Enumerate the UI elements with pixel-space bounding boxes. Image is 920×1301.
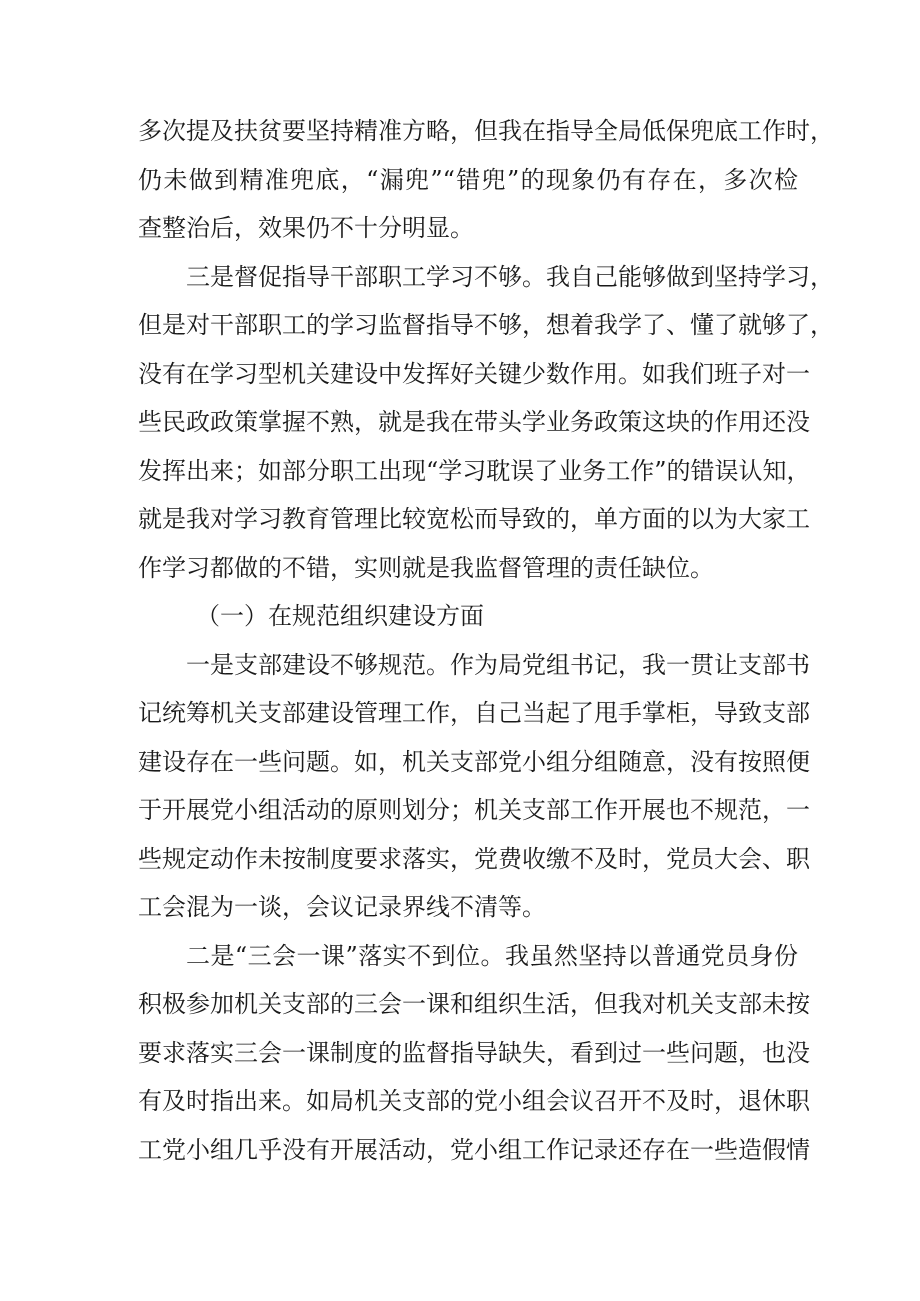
paragraph-1-line-1: 多次提及扶贫要坚持精准方略，但我在指导全局低保兜底工作时， xyxy=(138,117,834,145)
paragraph-3-line-5: 些规定动作未按制度要求落实，党费收缴不及时，党员大会、职 xyxy=(138,845,810,873)
paragraph-2-line-7: 作学习都做的不错，实则就是我监督管理的责任缺位。 xyxy=(138,554,714,582)
paragraph-4-line-3: 要求落实三会一课制度的监督指导缺失，看到过一些问题，也没 xyxy=(138,1039,810,1067)
paragraph-4-line-4: 有及时指出来。如局机关支部的党小组会议召开不及时，退休职 xyxy=(138,1087,810,1115)
paragraph-4-line-5: 工党小组几乎没有开展活动，党小组工作记录还存在一些造假情 xyxy=(138,1136,810,1164)
paragraph-4-line-2: 积极参加机关支部的三会一课和组织生活，但我对机关支部未按 xyxy=(138,990,810,1018)
section-heading: （一）在规范组织建设方面 xyxy=(196,602,484,630)
paragraph-3-line-3: 建设存在一些问题。如，机关支部党小组分组随意，没有按照便 xyxy=(138,748,810,776)
paragraph-4-line-1: 二是“三会一课”落实不到位。我虽然坚持以普通党员身份 xyxy=(186,942,798,970)
paragraph-3-line-4: 于开展党小组活动的原则划分；机关支部工作开展也不规范，一 xyxy=(138,796,810,824)
paragraph-2-line-4: 些民政政策掌握不熟，就是我在带头学业务政策这块的作用还没 xyxy=(138,408,810,436)
paragraph-2-line-5: 发挥出来；如部分职工出现“学习耽误了业务工作”的错误认知， xyxy=(138,457,811,485)
paragraph-1-line-2: 仍未做到精准兜底，“漏兜”“错兜”的现象仍有存在，多次检 xyxy=(138,166,798,194)
paragraph-3-line-6: 工会混为一谈，会议记录界线不清等。 xyxy=(138,893,546,921)
paragraph-2-line-2: 但是对干部职工的学习监督指导不够，想着我学了、懂了就够了， xyxy=(138,311,834,339)
paragraph-3-line-2: 记统筹机关支部建设管理工作，自己当起了甩手掌柜，导致支部 xyxy=(138,699,810,727)
paragraph-2-line-1: 三是督促指导干部职工学习不够。我自己能够做到坚持学习， xyxy=(186,263,834,291)
paragraph-2-line-3: 没有在学习型机关建设中发挥好关键少数作用。如我们班子对一 xyxy=(138,360,810,388)
paragraph-1-line-3: 查整治后，效果仍不十分明显。 xyxy=(138,214,474,242)
paragraph-2-line-6: 就是我对学习教育管理比较宽松而导致的，单方面的以为大家工 xyxy=(138,505,810,533)
paragraph-3-line-1: 一是支部建设不够规范。作为局党组书记，我一贯让支部书 xyxy=(186,651,810,679)
